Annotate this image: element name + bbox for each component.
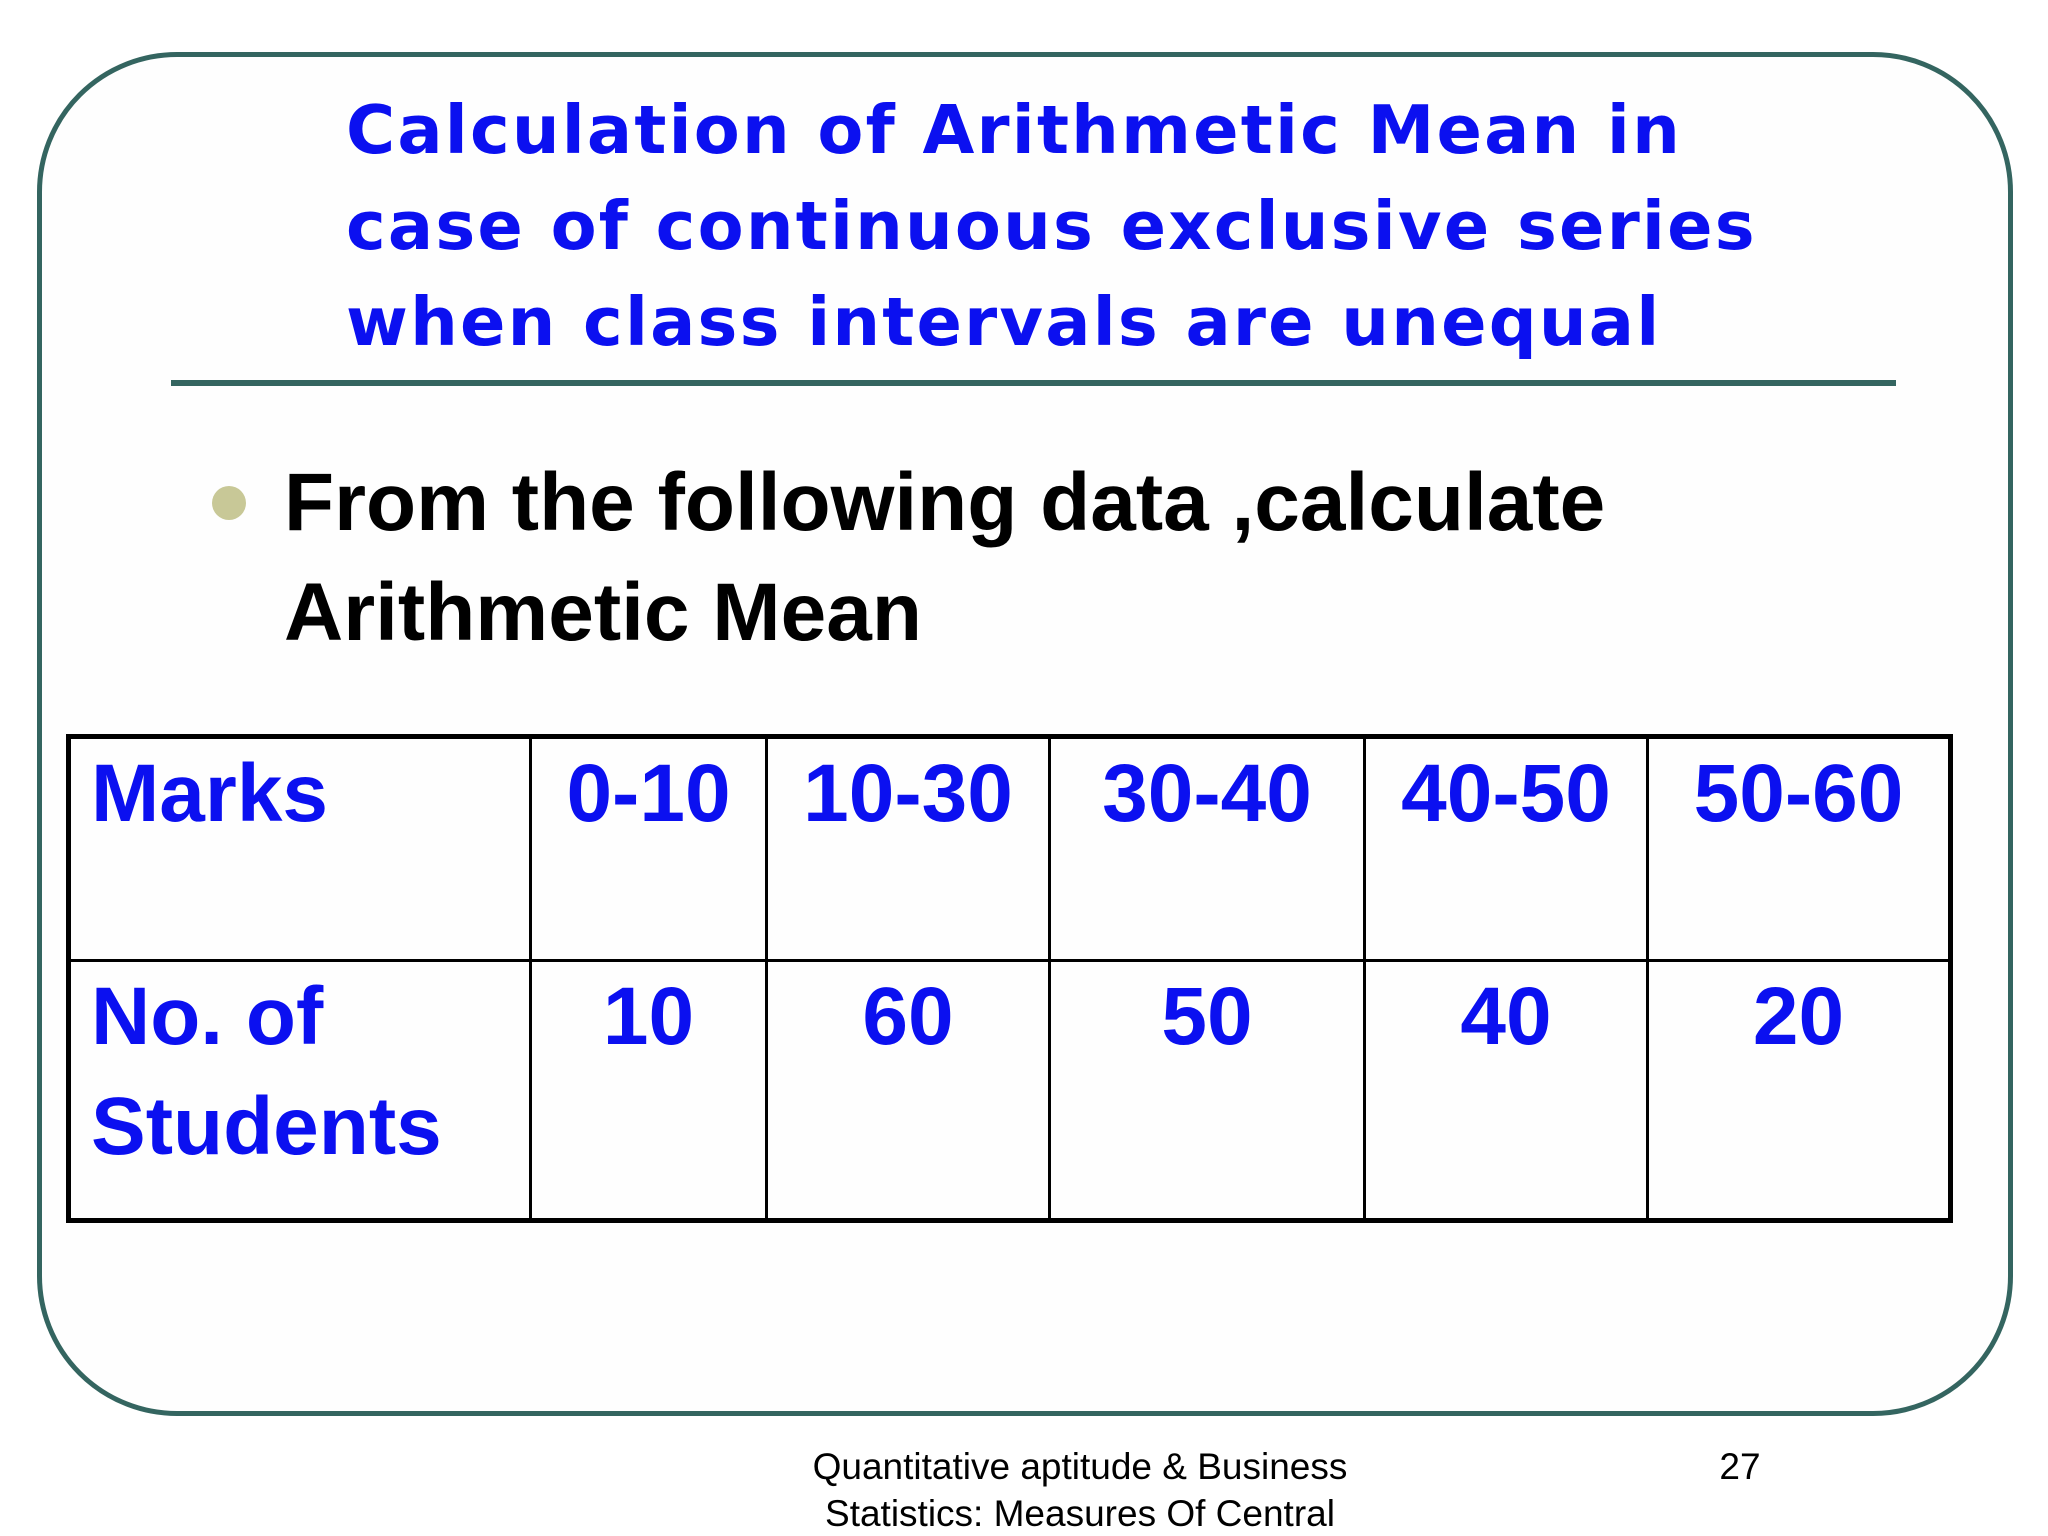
table-cell: 10 (531, 961, 767, 1221)
table-row-students (69, 961, 1951, 1221)
row-header-marks: Marks (69, 737, 531, 961)
table-cell: 40 (1365, 961, 1648, 1221)
table-cell: 20 (1648, 961, 1951, 1221)
bullet-dot-icon (212, 486, 246, 520)
page-number: 27 (1719, 1446, 1761, 1487)
table-cell: 50-60 (1648, 737, 1951, 961)
table-cell: 0-10 (531, 737, 767, 961)
table-cell: 60 (767, 961, 1050, 1221)
bullet-text: From the following data ,calculate Arithmetic Mean (284, 457, 1606, 658)
table-cell: 10-30 (767, 737, 1050, 961)
table-row-marks (69, 737, 1951, 961)
row-header-students: No. of Students (69, 961, 531, 1221)
table-cell: 40-50 (1365, 737, 1648, 961)
slide-title: Calculation of Arithmetic Mean in case of continuous exclusive series when class intervals are unequal (346, 91, 1757, 361)
title-divider (171, 380, 1896, 386)
footer-caption: Quantitative aptitude & Business Statistics: Measures Of Central (812, 1446, 1348, 1534)
table-cell: 30-40 (1050, 737, 1365, 961)
table-cell: 50 (1050, 961, 1365, 1221)
data-table (66, 734, 1953, 1223)
